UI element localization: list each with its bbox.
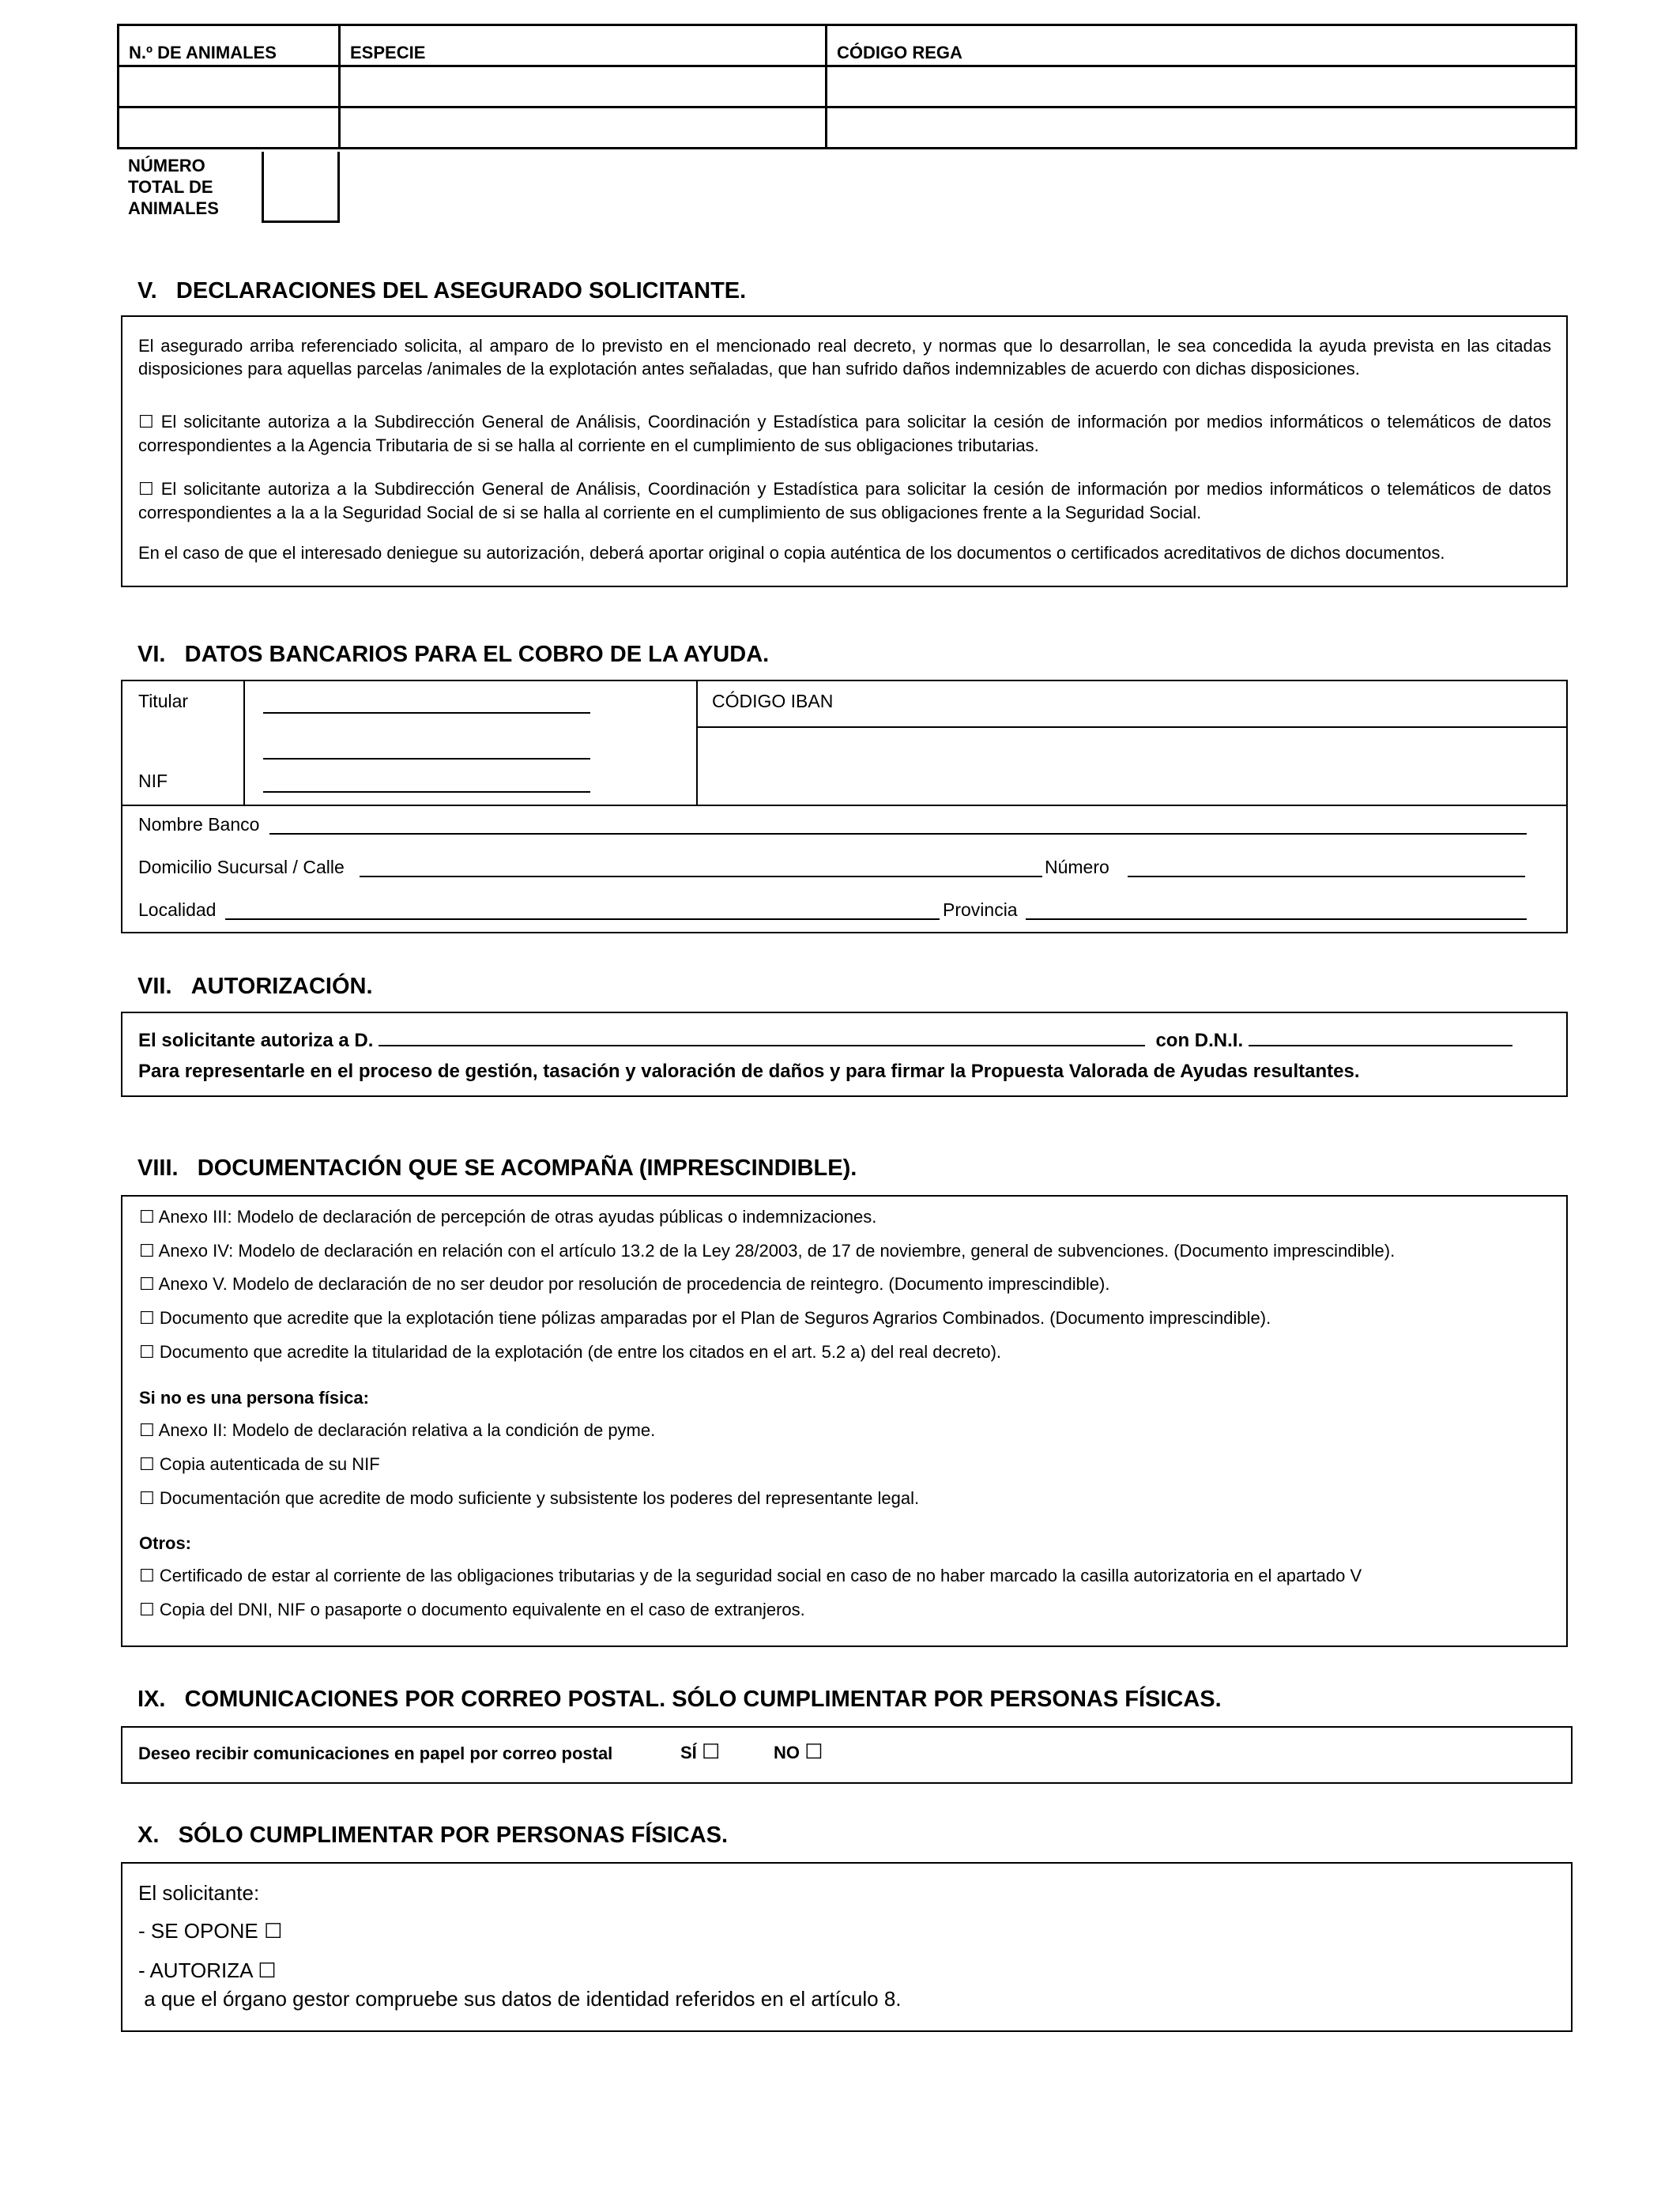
checkbox[interactable]: ☐ bbox=[139, 1455, 155, 1475]
checkbox[interactable]: ☐ bbox=[139, 1208, 155, 1227]
species-cell[interactable] bbox=[340, 107, 827, 149]
postal-communications-box bbox=[121, 1726, 1573, 1784]
locality-label: Localidad bbox=[138, 899, 217, 920]
authorization-line-1: El solicitante autoriza a D. con D.N.I. bbox=[138, 1026, 1512, 1052]
checkbox[interactable]: ☐ bbox=[139, 1309, 155, 1329]
iban-field[interactable] bbox=[698, 728, 1565, 804]
declaration-intro: El asegurado arriba referenciado solicita, al amparo de lo previsto en el mencionado real decreto, y normas que lo desarrollan, le sea concedida la ayuda prevista en las citadas disposiciones para aquellas parcelas /animales de la explotación antes señaladas, que han sufrido daños indemnizables de acuerdo con dichas disposiciones. bbox=[138, 336, 1551, 379]
checkbox[interactable]: ☐ bbox=[139, 1566, 155, 1586]
checkbox[interactable]: ☐ bbox=[139, 1489, 155, 1509]
checkbox-authorize[interactable]: ☐ bbox=[258, 1959, 277, 1983]
titular-field-line-1[interactable] bbox=[263, 712, 590, 714]
table-row bbox=[119, 66, 1576, 107]
rega-code-cell[interactable] bbox=[827, 66, 1576, 107]
option-oppose: - SE OPONE ☐ bbox=[138, 1919, 283, 1943]
checkbox-oppose[interactable]: ☐ bbox=[263, 1920, 283, 1943]
total-animals-label: NÚMERO TOTAL DE ANIMALES bbox=[128, 156, 219, 218]
non-physical-label: Si no es una persona física: bbox=[139, 1388, 369, 1408]
animals-table bbox=[117, 24, 1577, 149]
list-item: ☐ Anexo III: Modelo de declaración de percepción de otras ayudas públicas o indemnizaciones. bbox=[139, 1207, 877, 1227]
number-label: Número bbox=[1045, 857, 1109, 877]
titular-field-line-2[interactable] bbox=[263, 758, 590, 760]
list-item: ☐ Copia del DNI, NIF o pasaporte o documento equivalente en el caso de extranjeros. bbox=[139, 1600, 805, 1620]
identity-closing: a que el órgano gestor compruebe sus datos de identidad referidos en el artículo 8. bbox=[138, 1987, 902, 2011]
bank-name-line[interactable] bbox=[269, 833, 1527, 835]
section-ix-heading: IX. COMUNICACIONES POR CORREO POSTAL. SÓLO CUMPLIMENTAR POR PERSONAS FÍSICAS. bbox=[137, 1687, 1222, 1712]
nif-label: NIF bbox=[138, 771, 168, 791]
declaration-closing: En el caso de que el interesado deniegue su autorización, deberá aportar original o copia auténtica de los documentos o certificados acreditativos de dichos documentos. bbox=[138, 543, 1445, 563]
province-label: Provincia bbox=[943, 899, 1018, 920]
locality-line[interactable] bbox=[225, 918, 940, 920]
checkbox[interactable]: ☐ bbox=[139, 1242, 155, 1261]
postal-question: Deseo recibir comunicaciones en papel por correo postal bbox=[138, 1744, 613, 1763]
representative-name-field[interactable] bbox=[379, 1026, 1145, 1046]
authorization-line-2: Para representarle en el proceso de gestión, tasación y valoración de daños y para firmar la Propuesta Valorada de Ayudas resultantes. bbox=[138, 1061, 1360, 1082]
titular-label: Titular bbox=[138, 691, 189, 711]
checkbox-no[interactable]: ☐ bbox=[804, 1740, 823, 1764]
option-authorize: - AUTORIZA ☐ bbox=[138, 1958, 277, 1983]
declaration-auth-ss: ☐ El solicitante autoriza a la Subdirección General de Análisis, Coordinación y Estadística para solicitar la cesión de información por medios informáticos o telemáticos de datos correspondientes a la a la Seguridad Social de si se halla al corriente en el cumplimiento de sus obligaciones frente a la Seguridad Social. bbox=[138, 479, 1551, 522]
checkbox-auth-tax[interactable]: ☐ bbox=[138, 413, 154, 432]
province-line[interactable] bbox=[1026, 918, 1527, 920]
bank-name-label: Nombre Banco bbox=[138, 814, 260, 835]
checkbox-auth-ss[interactable]: ☐ bbox=[138, 480, 154, 499]
list-item: ☐ Anexo II: Modelo de declaración relativa a la condición de pyme. bbox=[139, 1420, 656, 1441]
list-item: ☐ Anexo IV: Modelo de declaración en relación con el artículo 13.2 de la Ley 28/2003, de 17 de noviembre, general de subvenciones. (Documento imprescindible). bbox=[139, 1241, 1396, 1261]
checkbox-yes[interactable]: ☐ bbox=[701, 1740, 721, 1764]
species-cell[interactable] bbox=[340, 66, 827, 107]
num-animals-cell[interactable] bbox=[119, 107, 340, 149]
number-line[interactable] bbox=[1128, 876, 1525, 877]
list-item: ☐ Documentación que acredite de modo suficiente y subsistente los poderes del representante legal. bbox=[139, 1488, 920, 1509]
section-x-heading: X. SÓLO CUMPLIMENTAR POR PERSONAS FÍSICAS. bbox=[137, 1823, 729, 1848]
bank-details-box bbox=[121, 680, 1568, 933]
postal-no: NO ☐ bbox=[774, 1740, 823, 1764]
declarations-box bbox=[121, 315, 1568, 587]
branch-label: Domicilio Sucursal / Calle bbox=[138, 857, 345, 877]
representative-dni-field[interactable] bbox=[1249, 1026, 1512, 1046]
iban-label: CÓDIGO IBAN bbox=[712, 691, 834, 711]
identity-check-box bbox=[121, 1862, 1573, 2032]
total-animals-field[interactable] bbox=[262, 152, 340, 223]
checkbox[interactable]: ☐ bbox=[139, 1421, 155, 1441]
header-species: ESPECIE bbox=[340, 25, 827, 66]
list-item: ☐ Certificado de estar al corriente de las obligaciones tributarias y de la seguridad social en caso de no haber marcado la casilla autorizatoria en el apartado V bbox=[139, 1566, 1362, 1586]
section-v-heading: V. DECLARACIONES DEL ASEGURADO SOLICITANTE. bbox=[137, 278, 747, 303]
list-item: ☐ Documento que acredite que la explotación tiene pólizas amparadas por el Plan de Seguros Agrarios Combinados. (Documento imprescindible). bbox=[139, 1308, 1271, 1329]
rega-code-cell[interactable] bbox=[827, 107, 1576, 149]
nif-field-line[interactable] bbox=[263, 791, 590, 793]
identity-intro: El solicitante: bbox=[138, 1881, 260, 1905]
num-animals-cell[interactable] bbox=[119, 66, 340, 107]
animals-table-header-row bbox=[119, 25, 1576, 66]
header-num-animals: N.º DE ANIMALES bbox=[119, 25, 340, 66]
checkbox[interactable]: ☐ bbox=[139, 1343, 155, 1363]
table-row bbox=[119, 107, 1576, 149]
section-vii-heading: VII. AUTORIZACIÓN. bbox=[137, 974, 373, 999]
authorization-box bbox=[121, 1012, 1568, 1097]
postal-yes: SÍ ☐ bbox=[680, 1740, 721, 1764]
others-label: Otros: bbox=[139, 1533, 191, 1553]
branch-line[interactable] bbox=[360, 876, 1042, 877]
checkbox[interactable]: ☐ bbox=[139, 1275, 155, 1295]
section-vi-heading: VI. DATOS BANCARIOS PARA EL COBRO DE LA AYUDA. bbox=[137, 642, 770, 667]
header-rega-code: CÓDIGO REGA bbox=[827, 25, 1576, 66]
section-viii-heading: VIII. DOCUMENTACIÓN QUE SE ACOMPAÑA (IMPRESCINDIBLE). bbox=[137, 1155, 857, 1181]
list-item: ☐ Anexo V. Modelo de declaración de no ser deudor por resolución de procedencia de reintegro. (Documento imprescindible). bbox=[139, 1274, 1110, 1295]
list-item: ☐ Copia autenticada de su NIF bbox=[139, 1454, 380, 1475]
list-item: ☐ Documento que acredite la titularidad de la explotación (de entre los citados en el art. 5.2 a) del real decreto). bbox=[139, 1342, 1002, 1363]
checkbox[interactable]: ☐ bbox=[139, 1600, 155, 1620]
declaration-auth-tax: ☐ El solicitante autoriza a la Subdirección General de Análisis, Coordinación y Estadística para solicitar la cesión de información por medios informáticos o telemáticos de datos correspondientes a la Agencia Tributaria de si se halla al corriente en el cumplimiento de sus obligaciones tributarias. bbox=[138, 412, 1551, 455]
